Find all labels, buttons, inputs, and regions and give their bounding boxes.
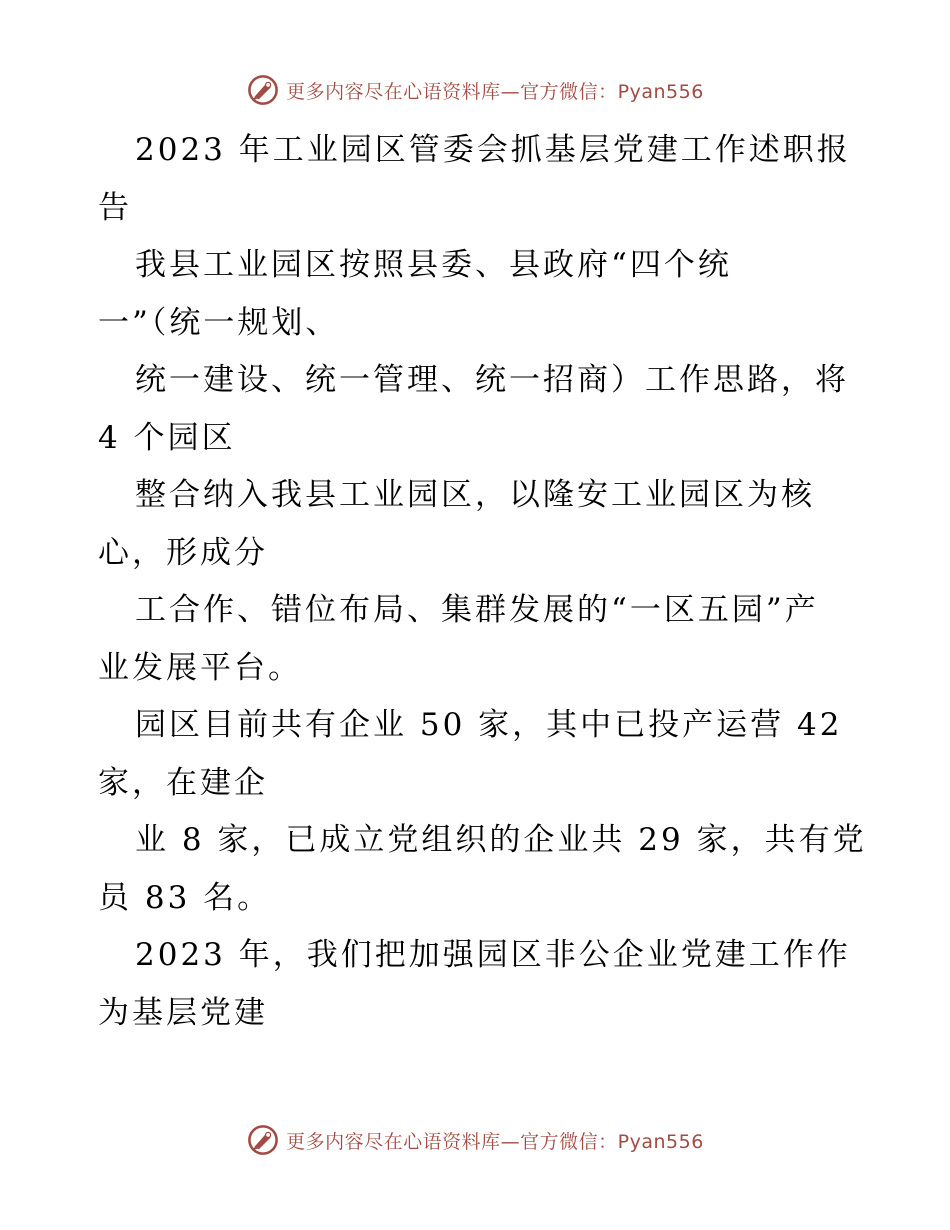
text-line: 统一建设、统一管理、统一招商）工作思路，将 (135, 362, 849, 398)
text-line: 我县工业园区按照县委、县政府“四个统 (135, 247, 732, 283)
header-banner (0, 70, 950, 110)
text-line: 一”（统一规划、 (98, 304, 340, 341)
text-line: 整合纳入我县工业园区，以隆安工业园区为核 (135, 477, 815, 513)
pen-logo-icon (246, 1123, 280, 1157)
header-banner-text: 更多内容尽在心语资料库—官方微信：Pyan556 (286, 80, 704, 103)
text-line: 园区目前共有企业 50 家，其中已投产运营 42 (135, 707, 843, 743)
text-line: 2023 年工业园区管委会抓基层党建工作述职报 (135, 132, 851, 168)
text-line: 心，形成分 (98, 534, 268, 571)
pen-logo-icon (246, 73, 280, 107)
text-line: 2023 年，我们把加强园区非公企业党建工作作 (135, 937, 851, 973)
text-line: 业 8 家，已成立党组织的企业共 29 家，共有党 (135, 822, 867, 858)
text-line: 4 个园区 (98, 419, 236, 456)
text-line: 工合作、错位布局、集群发展的“一区五园”产 (135, 592, 819, 628)
text-line: 家，在建企 (98, 764, 268, 801)
text-line: 为基层党建 (98, 994, 268, 1031)
text-line: 告 (98, 189, 132, 226)
footer-banner (0, 1120, 950, 1160)
text-line: 业发展平台。 (98, 649, 302, 686)
footer-banner-text: 更多内容尽在心语资料库—官方微信：Pyan556 (286, 1130, 704, 1153)
text-line: 员 83 名。 (98, 879, 272, 916)
document-body (98, 122, 867, 1042)
